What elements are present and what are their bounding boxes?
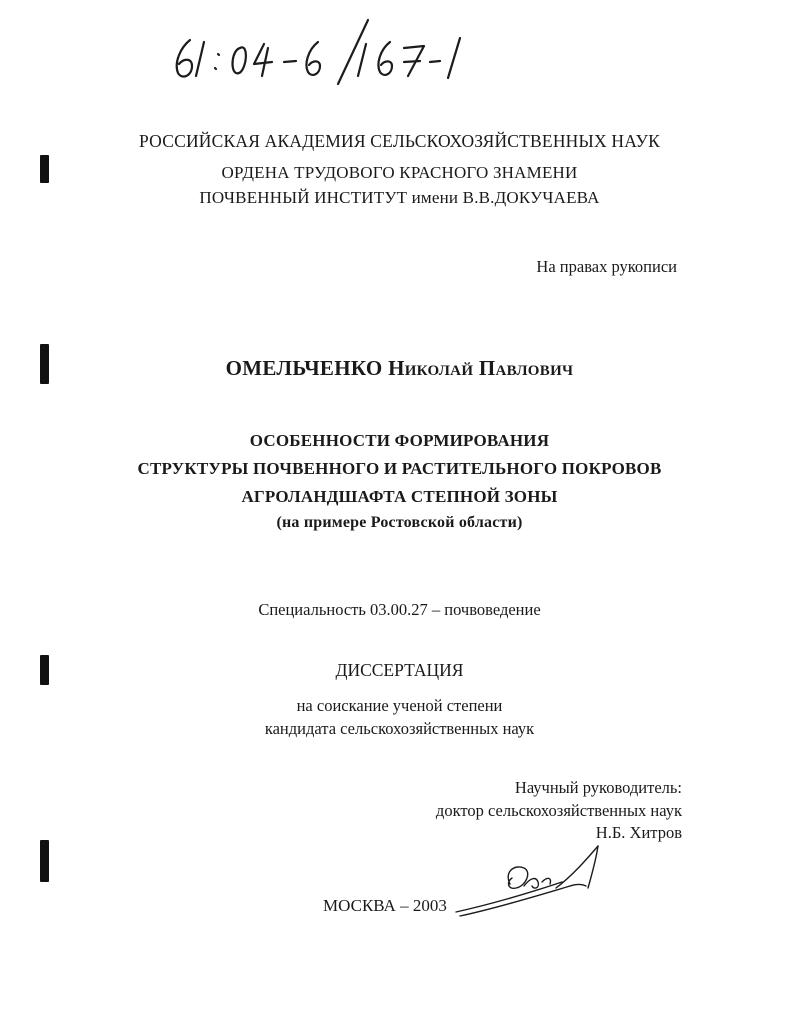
degree-line-2: кандидата сельскохозяйственных наук [264,719,535,738]
supervisor-title: доктор сельскохозяйственных наук [435,801,682,820]
supervisor-name: Н.Б. Хитров [595,823,682,842]
city-year: МОСКВА – 2003 [323,896,447,915]
rights-note: На правах рукописи [536,257,677,276]
specialty: Специальность 03.00.27 – почвоведение [258,600,541,619]
title-line-4: (на примере Ростовской области) [276,514,523,531]
academy-name: РОССИЙСКАЯ АКАДЕМИЯ СЕЛЬСКОХОЗЯЙСТВЕННЫХ НАУК [139,131,660,151]
handwritten-catalog-code [168,18,468,88]
title-line-3: АГРОЛАНДШАФТА СТЕПНОЙ ЗОНЫ [241,487,558,506]
author-given-names: Николай Павлович [388,356,574,380]
binder-mark [40,840,49,882]
degree-line-1: на соискание ученой степени [296,696,503,715]
title-line-2: СТРУКТУРЫ ПОЧВЕННОГО И РАСТИТЕЛЬНОГО ПОКРОВОВ [137,459,662,478]
title-line-1: ОСОБЕННОСТИ ФОРМИРОВАНИЯ [249,431,550,450]
institute-line-2: ПОЧВЕННЫЙ ИНСТИТУТ имени В.В.ДОКУЧАЕВА [199,188,600,207]
document-type: ДИССЕРТАЦИЯ [335,660,464,680]
signature [452,842,612,922]
institute-line-1: ОРДЕНА ТРУДОВОГО КРАСНОГО ЗНАМЕНИ [221,163,578,182]
author-name [0,356,799,381]
author-surname: ОМЕЛЬЧЕНКО [225,356,383,380]
supervisor-label: Научный руководитель: [514,778,682,797]
